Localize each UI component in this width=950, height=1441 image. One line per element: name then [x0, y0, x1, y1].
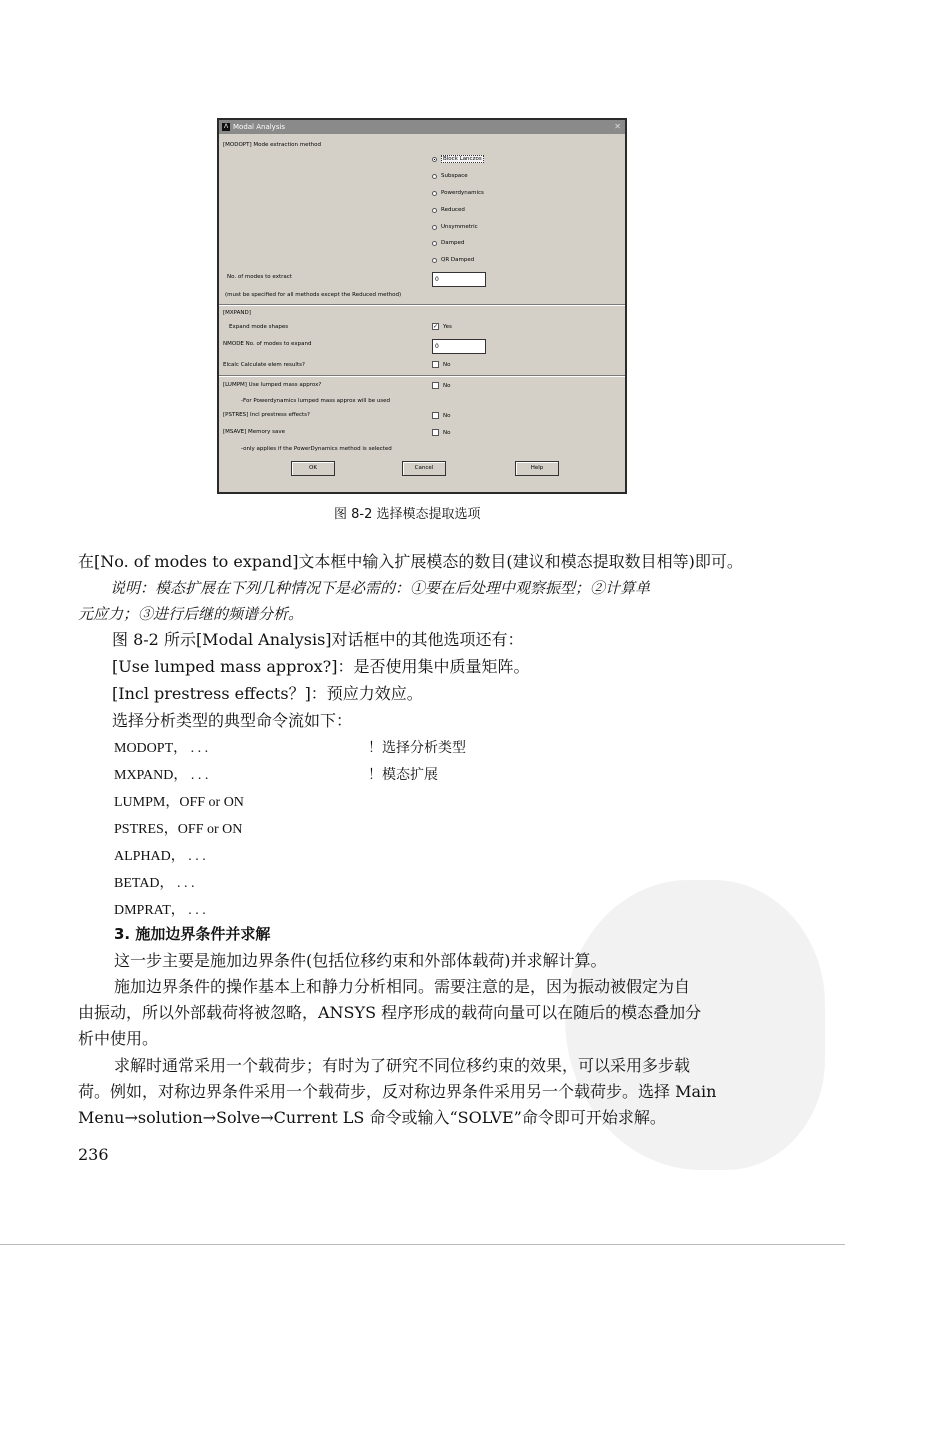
paragraph-line: Menu→solution→Solve→Current LS 命令或输入“SOLVE”命令即可开始求解。 [78, 1108, 666, 1127]
expand-shapes-label: Expand mode shapes [229, 324, 289, 330]
page-number: 236 [78, 1145, 109, 1164]
divider [219, 304, 625, 306]
checkbox-icon [432, 382, 439, 389]
modopt-label: [MODOPT] Mode extraction method [223, 142, 321, 148]
method-radio-block-lanczos[interactable]: Block Lanczos [432, 156, 484, 163]
checkbox-icon [432, 429, 439, 436]
dialog-title: Modal Analysis [233, 123, 286, 131]
paragraph-line: 析中使用。 [78, 1029, 159, 1048]
elcalc-checkbox[interactable]: No [432, 361, 450, 368]
help-button[interactable]: Help [515, 461, 559, 476]
lumpm-note: -For Powerdynamics lumped mass approx will be used [241, 398, 391, 404]
checkmark-icon: ✓ [433, 323, 439, 330]
num-modes-note: (must be specified for all methods except the Reduced method) [225, 292, 402, 298]
command-line: LUMPM，OFF or ON [114, 795, 244, 810]
method-radio-powerdynamics[interactable]: Powerdynamics [432, 190, 484, 197]
command-line: DMPRAT， . . . [114, 903, 206, 918]
command-line: MODOPT， . . . [114, 741, 209, 756]
paragraph-line: 选择分析类型的典型命令流如下： [112, 711, 353, 730]
checkbox-icon [432, 361, 439, 368]
method-radio-unsymmetric[interactable]: Unsymmetric [432, 224, 478, 231]
ansys-logo-icon: Λ [223, 123, 229, 130]
command-comment: ！模态扩展 [368, 768, 438, 783]
paragraph-line: 施加边界条件的操作基本上和静力分析相同。需要注意的是，因为振动被假定为自 [114, 977, 691, 996]
command-line: PSTRES，OFF or ON [114, 822, 243, 837]
pstres-checkbox[interactable]: No [432, 412, 450, 419]
radio-icon [432, 174, 437, 179]
pstres-label: [PSTRES] Incl prestress effects? [223, 412, 310, 418]
paragraph-line: 这一步主要是施加边界条件(包括位移约束和外部体载荷)并求解计算。 [114, 951, 607, 970]
note-line: 说明：模态扩展在下列几种情况下是必需的：①要在后处理中观察振型；②计算单 [110, 579, 651, 597]
ok-button[interactable]: OK [291, 461, 335, 476]
radio-icon [432, 191, 437, 196]
num-modes-input[interactable]: 0 [432, 272, 486, 287]
command-line: BETAD， . . . [114, 876, 195, 891]
radio-selected-icon [432, 157, 437, 162]
command-line: ALPHAD， . . . [114, 849, 206, 864]
paragraph-line: [Incl prestress effects？]：预应力效应。 [112, 684, 423, 703]
checkbox-icon [432, 412, 439, 419]
cancel-button[interactable]: Cancel [402, 461, 446, 476]
dialog-titlebar [219, 120, 625, 134]
paragraph-line: [Use lumped mass approx?]：是否使用集中质量矩阵。 [112, 657, 530, 676]
method-radio-damped[interactable]: Damped [432, 240, 464, 247]
mxpand-label: [MXPAND] [223, 310, 251, 316]
radio-icon [432, 258, 437, 263]
expand-shapes-checkbox[interactable]: ✓ Yes [433, 323, 452, 330]
section-heading: 3. 施加边界条件并求解 [114, 925, 271, 943]
paragraph-line: 图 8-2 所示[Modal Analysis]对话框中的其他选项还有： [112, 630, 524, 649]
method-radio-qr-damped[interactable]: QR Damped [432, 257, 474, 264]
msave-note: -only applies if the PowerDynamics method is selected [241, 446, 392, 452]
msave-label: [MSAVE] Memory save [223, 429, 286, 435]
paragraph-line: 荷。例如，对称边界条件采用一个载荷步，反对称边界条件采用另一个载荷步。选择 Main [78, 1082, 717, 1101]
radio-icon [432, 241, 437, 246]
command-comment: ！选择分析类型 [368, 741, 466, 756]
divider [219, 375, 625, 377]
command-line: MXPAND， . . . [114, 768, 209, 783]
lumpm-checkbox[interactable]: No [432, 382, 450, 389]
msave-checkbox[interactable]: No [432, 429, 450, 436]
paragraph-line: 求解时通常采用一个载荷步；有时为了研究不同位移约束的效果，可以采用多步载 [114, 1056, 691, 1075]
nmode-label: NMODE No. of modes to expand [223, 341, 312, 347]
paragraph-line: 由振动，所以外部载荷将被忽略，ANSYS 程序形成的载荷向量可以在随后的模态叠加分 [78, 1003, 702, 1022]
nmode-input[interactable]: 0 [432, 339, 486, 354]
note-line: 元应力；③进行后继的频谱分析。 [78, 605, 304, 623]
figure-caption: 图 8-2 选择模态提取选项 [334, 507, 481, 522]
radio-icon [432, 208, 437, 213]
method-radio-reduced[interactable]: Reduced [432, 207, 465, 214]
radio-icon [432, 225, 437, 230]
modal-analysis-dialog [217, 118, 627, 494]
page-bottom-rule [0, 1244, 845, 1245]
elcalc-label: Elcalc Calculate elem results? [223, 362, 305, 368]
paragraph-line: 在[No. of modes to expand]文本框中输入扩展模态的数目(建议和模态提取数目相等)即可。 [78, 552, 743, 571]
close-icon[interactable]: ✕ [614, 122, 621, 131]
lumpm-label: [LUMPM] Use lumped mass approx? [223, 382, 322, 388]
num-modes-label: No. of modes to extract [227, 274, 292, 280]
method-radio-subspace[interactable]: Subspace [432, 173, 468, 180]
